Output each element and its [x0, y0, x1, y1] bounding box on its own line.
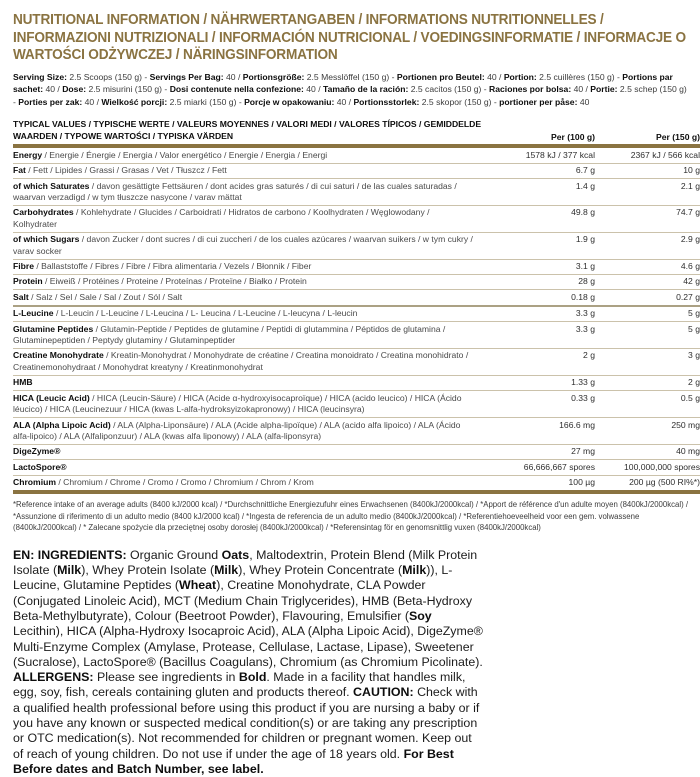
value-per-100g: 27 mg — [571, 446, 595, 457]
nutrient-name: Salt — [13, 291, 29, 302]
value-per-150g: 3 g — [688, 350, 700, 361]
ingredients-and-allergens — [13, 548, 483, 777]
table-row-glutamine-peptides — [13, 322, 700, 349]
table-row-chromium — [13, 476, 700, 490]
nutrient-name: L-Leucine — [13, 308, 54, 319]
table-row-digezyme — [13, 445, 700, 460]
table-row-l-leucine — [13, 307, 700, 322]
value-per-150g: 250 mg — [671, 419, 700, 430]
nutrient-name: Fibre — [13, 261, 35, 272]
nutrient-translations: / ALA (Alpha-Liponsäure) / ALA (Acide alpha-lipoïque) / ALA (acido alfa lipoico) / ALA (Ácido alfa-lipoico) / ALA (Alfaliponzuur) / ALA (kwas alfa liponowy) / ALA (alfa-liponsyra) — [13, 419, 461, 441]
column-header-per-150g: Per (150 g) — [656, 132, 700, 143]
nutrient-name: of which Sugars — [13, 234, 80, 245]
typical-values-table — [13, 118, 700, 494]
table-row-carbohydrates — [13, 206, 700, 233]
table-row-ala — [13, 418, 700, 445]
nutrient-translations: / Eiweiß / Protéines / Proteine / Proteínas / Proteïne / Białko / Protein — [42, 276, 307, 287]
value-per-150g: 200 µg (500 RI%*) — [629, 477, 700, 488]
value-per-150g: 5 g — [688, 308, 700, 319]
nutrient-name: Fat — [13, 165, 26, 176]
value-per-100g: 0.18 g — [571, 291, 595, 302]
value-per-150g: 74.7 g — [676, 207, 700, 218]
nutrient-translations: / Glutamin-Peptide / Peptides de glutamine / Peptidi di glutammina / Péptidos de glutamina / Glutaminepeptiden / Peptydy glutaminy / Glutaminpeptider — [13, 323, 446, 346]
table-row-sugars — [13, 233, 700, 260]
nutrient-translations: / HICA (Leucin-Säure) / HICA (Acide α-hydroxyisocaproïque) / HICA (acido leucico) / HICA (Ácido léucico) / HICA (Leucinezuur / HICA (kwas L-alfa-hydroksyizokapronowy) / HICA (leucinsyra) — [13, 392, 462, 415]
nutrient-translations: / L-Leucin / L-Leucine / L-Leucina / L- Leucina / L-Leucine / L-leucyna / L-leucin — [53, 308, 358, 319]
value-per-150g: 2.1 g — [680, 180, 700, 191]
value-per-150g: 40 mg — [676, 446, 700, 457]
table-row-fat — [13, 164, 700, 179]
nutrient-translations: / davon Zucker / dont sucres / di cui zuccheri / de los cuales azúcares / waarvan suikers / w tym cukry / varav socker — [13, 234, 473, 256]
serving-info: Serving Size: 2.5 Scoops (150 g) - Servings Per Bag: 40 / Portionsgröße: 2.5 Messlöffel (150 g) - Portionen pro Beutel: 40 / Portion: 2.5 cuillères (150 g) - Portions par sachet: 40 / Dose: 2.5 misurini (150 g) - Dosi contenute nella confezione: 40 / Tamaño de la ración: 2.5 cacitos (150 g) - Raciones por bolsa: 40 / Portie: 2.5 schep (150 g) - Porties per zak: 40 / Wielkość porcji: 2.5 miarki (150 g) - Porcje w opakowaniu: 40 / Portionsstorlek: 2.5 skopor (150 g) - portioner per påse: 40 — [13, 71, 687, 107]
nutrient-name: Carbohydrates — [13, 207, 74, 218]
reference-intake-footnote: *Reference intake of an average adults (8400 kJ/2000 kcal) / *Durchschnittliche Energiezufuhr eines Erwachsenen (8400kJ/2000kcal) / *Apport de référence d'un adulte moyen (8400kJ/2000kcal) / *Assunzione di riferimento di un adulto medio (8400 kJ/2000 kcal) / *Ingesta de referencia de un adulto medio (8400kJ/2000kcal) / *Referentiehoeveelheid voor een gem. volwassene (8400kJ/2000kcal) / * Zalecane spożycie dla przeciętnej osoby dorosłej (8400kJ/2000kcal) / *Referensintag för en genomsnittlig vuxen (8400kJ/2000kcal) — [13, 500, 689, 533]
table-row-hica — [13, 391, 700, 418]
value-per-100g: 28 g — [578, 276, 595, 287]
table-row-fibre — [13, 260, 700, 275]
value-per-150g: 2.9 g — [680, 234, 700, 245]
nutrient-name: Chromium — [13, 477, 56, 488]
nutrient-name: LactoSpore® — [13, 461, 67, 472]
allergens-paragraph: ALLERGENS: Please see ingredients in Bold. Made in a facility that handles milk, egg, soy, fish, cereals containing gluten and products thereof. CAUTION: Check with a qualified health professional before using this product if you are nursing a baby or if you have any known or suspected medical condition(s) or are taking any prescription or OTC medication(s). Not recommended for children or pregnant women. Keep out of reach of young children. Do not use if under the age of 18 years old. For Best Before dates and Batch Number, see label. — [13, 670, 480, 776]
nutrient-name: HICA (Leucic Acid) — [13, 392, 90, 403]
table-row-creatine-monohydrate — [13, 349, 700, 376]
table-row-saturates — [13, 179, 700, 206]
value-per-150g: 0.5 g — [680, 392, 700, 403]
table-header — [13, 118, 700, 142]
table-row-lactospore — [13, 460, 700, 475]
value-per-100g: 6.7 g — [575, 165, 595, 176]
table-row-protein — [13, 275, 700, 290]
nutrient-name: DigeZyme® — [13, 446, 61, 457]
value-per-150g: 2367 kJ / 566 kcal — [630, 149, 700, 160]
value-per-150g: 10 g — [683, 165, 700, 176]
nutrient-name: ALA (Alpha Lipoic Acid) — [13, 419, 111, 430]
table-row-energy — [13, 148, 700, 163]
value-per-100g: 49.8 g — [571, 207, 595, 218]
nutrient-translations: / Energie / Énergie / Energia / Valor energético / Energie / Energia / Energi — [42, 149, 328, 160]
label-title: NUTRITIONAL INFORMATION / NÄHRWERTANGABEN / INFORMATIONS NUTRITIONNELLES / INFORMAZIONI NUTRIZIONALI / INFORMACIÓN NUTRICIONAL / VOEDINGSINFORMATIE / INFORMACJE O WARTOŚCI ODŻYWCZEJ / NÄRINGSINFORMATION — [13, 12, 686, 63]
value-per-150g: 5 g — [688, 323, 700, 334]
column-header-per-100g: Per (100 g) — [551, 132, 595, 143]
nutrient-translations: / Kohlehydrate / Glucides / Carboidrati / Hidratos de carbono / Koolhydraten / Węglowodany / Kolhydrater — [13, 207, 430, 229]
value-per-100g: 1.33 g — [571, 377, 595, 388]
nutrient-name: HMB — [13, 377, 33, 388]
table-bottom-rule — [13, 490, 700, 494]
typical-values-heading: TYPICAL VALUES / TYPISCHE WERTE / VALEURS MOYENNES / VALORI MEDI / VALORES TÍPICOS / GEMIDDELDE WAARDEN / TYPOWE WARTOŚCI / TYPISKA VÄRDEN — [13, 119, 482, 142]
nutrient-translations: / Fett / Lipides / Grassi / Grasas / Vet / Tłuszcz / Fett — [25, 165, 227, 176]
value-per-100g: 166.6 mg — [559, 419, 595, 430]
nutrient-translations: / davon gesättigte Fettsäuren / dont acides gras saturés / di cui saturi / de las cuales saturadas / waarvan verzadigd / w tym tłuszcze nasycone / varav mättat — [13, 180, 457, 202]
nutrient-translations: / Chromium / Chrome / Cromo / Cromo / Chromium / Chrom / Krom — [55, 477, 314, 488]
value-per-100g: 1578 kJ / 377 kcal — [525, 149, 595, 160]
value-per-100g: 66,666,667 spores — [523, 461, 595, 472]
value-per-150g: 100,000,000 spores — [624, 461, 700, 472]
value-per-100g: 2 g — [583, 350, 595, 361]
ingredients-paragraph: EN: INGREDIENTS: Organic Ground Oats, Maltodextrin, Protein Blend (Milk Protein Isolate (Milk), Whey Protein Isolate (Milk), Whey Protein Concentrate (Milk)), L-Leucine, Glutamine Peptides (Wheat), Creatine Monohydrate, CLA Powder (Conjugated Linoleic Acid), MCT (Medium Chain Triglycerides), HMB (Beta-Hydroxy Beta-Methylbutyrate), Colour (Beetroot Powder), Flavouring, Emulsifier (Soy Lecithin), HICA (Alpha-Hydroxy Isocaproic Acid), ALA (Alpha Lipoic Acid), DigeZyme® Multi-Enzyme Complex (Amylase, Protease, Cellulase, Lactase, Lipase), Sweetener (Sucralose), LactoSpore® (Bacillus Coagulans), Chromium (as Chromium Picolinate). — [13, 547, 483, 669]
table-row-hmb — [13, 376, 700, 391]
nutrient-translations: / Salz / Sel / Sale / Sal / Zout / Sól / Salt — [28, 291, 183, 302]
value-per-150g: 4.6 g — [680, 261, 700, 272]
nutrient-name: of which Saturates — [13, 180, 90, 191]
value-per-100g: 100 µg — [568, 477, 595, 488]
nutrient-translations: / Kreatin-Monohydrat / Monohydrate de créatine / Creatina monoidrato / Creatina monohidrato / Creatinemonohydraat / Monohydrat kreatyny / Kreatinmonohydrat — [13, 350, 469, 372]
value-per-100g: 0.33 g — [571, 392, 595, 403]
value-per-100g: 1.9 g — [575, 234, 595, 245]
nutrient-name: Creatine Monohydrate — [13, 350, 104, 361]
nutrient-name: Energy — [13, 149, 43, 160]
value-per-100g: 1.4 g — [575, 180, 595, 191]
nutrient-name: Glutamine Peptides — [13, 323, 94, 334]
value-per-150g: 42 g — [683, 276, 700, 287]
value-per-150g: 0.27 g — [676, 291, 700, 302]
nutrient-name: Protein — [13, 276, 43, 287]
value-per-100g: 3.3 g — [575, 323, 595, 334]
value-per-100g: 3.1 g — [575, 261, 595, 272]
nutrient-translations: / Ballaststoffe / Fibres / Fibre / Fibra alimentaria / Vezels / Błonnik / Fiber — [34, 261, 312, 272]
table-row-salt — [13, 290, 700, 306]
value-per-100g: 3.3 g — [575, 308, 595, 319]
value-per-150g: 2 g — [688, 377, 700, 388]
